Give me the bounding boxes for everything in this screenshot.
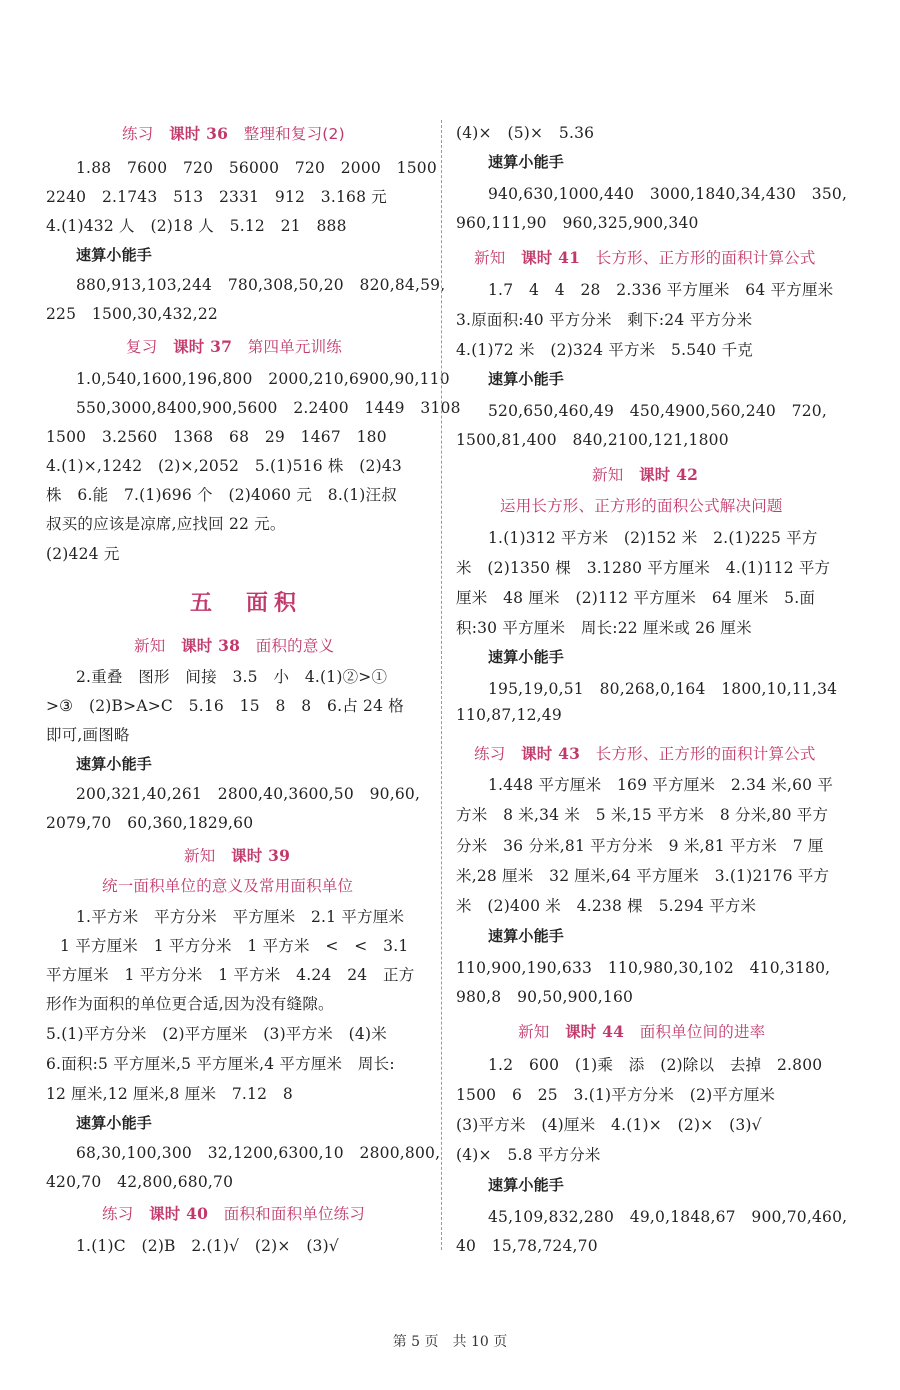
- lesson-number: 课时 36: [169, 124, 229, 143]
- lesson-kind: 练习: [474, 745, 506, 763]
- answer-line: 980,8 90,50,900,160: [456, 988, 634, 1006]
- answer-line: 形作为面积的单位更合适,因为没有缝隙。: [46, 995, 334, 1013]
- answer-line: 12 厘米,12 厘米,8 厘米 7.12 8: [46, 1085, 293, 1103]
- lesson-kind: 练习: [122, 125, 154, 143]
- lesson-title: 面积的意义: [255, 637, 335, 655]
- answer-line: (2)424 元: [46, 545, 120, 563]
- lesson-kind: 新知: [474, 249, 506, 267]
- lesson-number: 课时 42: [639, 465, 699, 484]
- lesson-heading: [518, 1020, 765, 1042]
- unit-title: 五 面积: [190, 590, 303, 616]
- page-footer: 第 5 页 共 10 页: [392, 1334, 508, 1350]
- speed-calc-heading: 速算小能手: [488, 648, 565, 666]
- answer-line: 1.(1)312 平方米 (2)152 米 2.(1)225 平方: [488, 529, 818, 547]
- lesson-number: 课时 38: [181, 636, 241, 655]
- answer-line: 1.平方米 平方分米 平方厘米 2.1 平方厘米: [76, 908, 405, 926]
- answer-line: 平方厘米 1 平方分米 1 平方米 4.24 24 正方: [46, 966, 415, 984]
- answer-line: 厘米 48 厘米 (2)112 平方厘米 64 厘米 5.面: [456, 589, 816, 607]
- lesson-heading: [474, 246, 816, 268]
- answer-line: 1.(1)C (2)B 2.(1)√ (2)× (3)√: [76, 1237, 339, 1255]
- answer-line: 5.(1)平方分米 (2)平方厘米 (3)平方米 (4)米: [46, 1025, 387, 1043]
- answer-line: 积:30 平方厘米 周长:22 厘米或 26 厘米: [456, 619, 752, 637]
- lesson-title: 第四单元训练: [247, 338, 342, 356]
- answer-line: 880,913,103,244 780,308,50,20 820,84,59,: [76, 276, 446, 294]
- answer-line: 195,19,0,51 80,268,0,164 1800,10,11,34: [488, 680, 838, 698]
- lesson-heading: [474, 742, 816, 764]
- answer-line: 1.2 600 (1)乘 添 (2)除以 去掉 2.800: [488, 1056, 823, 1074]
- lesson-number: 课时 44: [565, 1022, 625, 1041]
- answer-line: 米,28 厘米 32 厘米,64 平方厘米 3.(1)2176 平方: [456, 867, 830, 885]
- speed-calc-heading: 速算小能手: [76, 246, 153, 264]
- lesson-kind: 新知: [184, 847, 216, 865]
- speed-calc-heading: 速算小能手: [488, 370, 565, 388]
- lesson-heading: [134, 634, 334, 656]
- speed-calc-heading: 速算小能手: [76, 755, 153, 773]
- lesson-heading: [126, 335, 342, 357]
- lesson-heading: [184, 844, 290, 866]
- answer-line: 225 1500,30,432,22: [46, 305, 218, 323]
- answer-line: (3)平方米 (4)厘米 4.(1)× (2)× (3)√: [456, 1116, 762, 1134]
- answer-line: 分米 36 分米,81 平方分米 9 米,81 平方米 7 厘: [456, 837, 824, 855]
- lesson-subtitle: 统一面积单位的意义及常用面积单位: [102, 877, 354, 895]
- lesson-heading: [102, 1202, 365, 1224]
- answer-line: 550,3000,8400,900,5600 2.2400 1449 3108: [76, 399, 461, 417]
- answer-line: 1.0,540,1600,196,800 2000,210,6900,90,110: [76, 370, 450, 388]
- answer-line: 960,111,90 960,325,900,340: [456, 214, 699, 232]
- lesson-kind: 新知: [592, 466, 624, 484]
- lesson-number: 课时 40: [149, 1204, 209, 1223]
- speed-calc-heading: 速算小能手: [488, 927, 565, 945]
- lesson-title: 整理和复习(2): [243, 125, 345, 143]
- lesson-number: 课时 43: [521, 744, 581, 763]
- answer-line: 2079,70 60,360,1829,60: [46, 814, 254, 832]
- lesson-title: 长方形、正方形的面积计算公式: [595, 249, 816, 267]
- answer-line: 4.(1)72 米 (2)324 平方米 5.540 千克: [456, 341, 753, 359]
- answer-line: 叔买的应该是凉席,应找回 22 元。: [46, 515, 286, 533]
- answer-line: 1500,81,400 840,2100,121,1800: [456, 431, 729, 449]
- answer-line: 4.(1)×,1242 (2)×,2052 5.(1)516 株 (2)43: [46, 457, 402, 475]
- answer-line: (4)× (5)× 5.36: [456, 124, 595, 142]
- lesson-kind: 新知: [134, 637, 166, 655]
- lesson-number: 课时 41: [521, 248, 581, 267]
- lesson-title: 长方形、正方形的面积计算公式: [595, 745, 816, 763]
- lesson-title: 面积和面积单位练习: [223, 1205, 366, 1223]
- answer-line: 1.448 平方厘米 169 平方厘米 2.34 米,60 平: [488, 776, 834, 794]
- answer-line: 米 (2)1350 棵 3.1280 平方厘米 4.(1)112 平方: [456, 559, 831, 577]
- answer-line: 1500 3.2560 1368 68 29 1467 180: [46, 428, 387, 446]
- answer-line: (4)× 5.8 平方分米: [456, 1146, 601, 1164]
- lesson-kind: 复习: [126, 338, 158, 356]
- lesson-number: 课时 39: [231, 846, 291, 865]
- lesson-kind: 新知: [518, 1023, 550, 1041]
- answer-line: 1.7 4 4 28 2.336 平方厘米 64 平方厘米: [488, 281, 834, 299]
- answer-line: 米 (2)400 米 4.238 棵 5.294 平方米: [456, 897, 757, 915]
- lesson-heading: [592, 463, 698, 485]
- lesson-title: 面积单位间的进率: [639, 1023, 766, 1041]
- lesson-subtitle: 运用长方形、正方形的面积公式解决问题: [500, 497, 783, 515]
- answer-line: 2.重叠 图形 间接 3.5 小 4.(1)②>①: [76, 668, 388, 686]
- answer-line: 68,30,100,300 32,1200,6300,10 2800,800,: [76, 1144, 441, 1162]
- answer-line: 45,109,832,280 49,0,1848,67 900,70,460,: [488, 1208, 848, 1226]
- answer-line: 200,321,40,261 2800,40,3600,50 90,60,: [76, 785, 421, 803]
- speed-calc-heading: 速算小能手: [488, 1176, 565, 1194]
- answer-line: 4.(1)432 人 (2)18 人 5.12 21 888: [46, 217, 347, 235]
- answer-line: 110,87,12,49: [456, 706, 562, 724]
- answer-line: 1500 6 25 3.(1)平方分米 (2)平方厘米: [456, 1086, 776, 1104]
- answer-line: 110,900,190,633 110,980,30,102 410,3180,: [456, 959, 831, 977]
- speed-calc-heading: 速算小能手: [488, 153, 565, 171]
- answer-line: 420,70 42,800,680,70: [46, 1173, 234, 1191]
- answer-line: 2240 2.1743 513 2331 912 3.168 元: [46, 188, 387, 206]
- speed-calc-heading: 速算小能手: [76, 1114, 153, 1132]
- lesson-number: 课时 37: [173, 337, 233, 356]
- answer-line: 940,630,1000,440 3000,1840,34,430 350,: [488, 185, 848, 203]
- answer-line: 即可,画图略: [46, 726, 130, 744]
- answer-line: 3.原面积:40 平方分米 剩下:24 平方分米: [456, 311, 753, 329]
- answer-line: 1.88 7600 720 56000 720 2000 1500: [76, 159, 437, 177]
- answer-line: 1 平方厘米 1 平方分米 1 平方米 < < 3.1: [60, 937, 409, 955]
- answer-line: 6.面积:5 平方厘米,5 平方厘米,4 平方厘米 周长:: [46, 1055, 395, 1073]
- lesson-heading: [122, 122, 345, 144]
- answer-line: 520,650,460,49 450,4900,560,240 720,: [488, 402, 827, 420]
- answer-line: 方米 8 米,34 米 5 米,15 平方米 8 分米,80 平方: [456, 806, 829, 824]
- lesson-kind: 练习: [102, 1205, 134, 1223]
- column-divider: [441, 120, 442, 1250]
- answer-line: 株 6.能 7.(1)696 个 (2)4060 元 8.(1)汪叔: [46, 486, 397, 504]
- answer-line: 40 15,78,724,70: [456, 1237, 598, 1255]
- answer-line: >③ (2)B>A>C 5.16 15 8 8 6.占 24 格: [46, 697, 404, 715]
